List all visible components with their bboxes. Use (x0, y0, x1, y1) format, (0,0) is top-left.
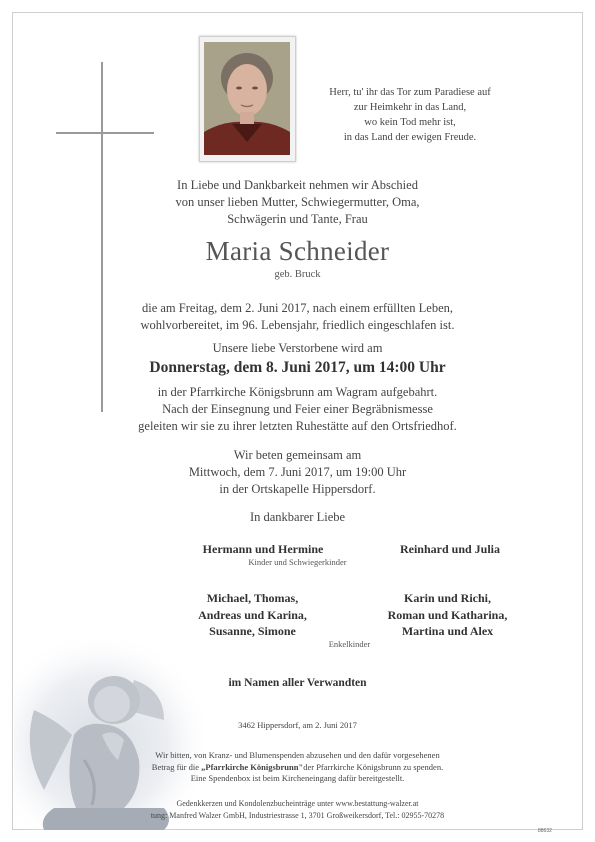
footer-line: Gedenkkerzen und Kondolenzbucheinträge unter www.bestattung-walzer.at (176, 799, 419, 808)
maiden-name: geb. Bruck (274, 269, 321, 280)
funeral-date: Donnerstag, dem 8. Juni 2017, um 14:00 Uhr (149, 359, 446, 376)
donation-text: Betrag für die (151, 761, 202, 772)
intro-line: In Liebe und Dankbarkeit nehmen wir Abschied (177, 178, 418, 192)
grandchildren-line: Susanne, Simone (209, 624, 296, 638)
death-line: wohlvorbereitet, im 96. Lebensjahr, friedlich eingeschlafen ist. (140, 318, 455, 332)
footer-line: tung: Manfred Walzer GmbH, Industriestrasse 1, 3701 Großweikersdorf, Tel.: 02955-70278 (150, 811, 445, 820)
grandchildren-label: Enkelkinder (328, 639, 371, 649)
grandchildren-line: Karin und Richi, (403, 591, 492, 605)
prayer-line: Mittwoch, dem 7. Juni 2017, um 19:00 Uhr (188, 465, 407, 479)
funeral-line: Nach der Einsegnung und Feier einer Begräbnismesse (162, 402, 433, 416)
donation-line (0, 762, 595, 774)
intro-line: Schwägerin und Tante, Frau (227, 212, 368, 226)
children-right: Reinhard und Julia (399, 542, 501, 556)
behalf-line: im Namen aller Verwandten (228, 677, 367, 689)
death-notice (0, 300, 595, 334)
funeral-line: geleiten wir sie zu ihrer letzten Ruhestätte auf den Ortsfriedhof. (138, 419, 457, 433)
donation-request (0, 750, 595, 785)
funeral-intro: Unsere liebe Verstorbene wird am (212, 341, 383, 355)
funeral-details (0, 384, 595, 435)
deceased-name: Maria Schneider (205, 236, 390, 266)
intro-line: von unser lieben Mutter, Schwiegermutter, Oma, (175, 195, 420, 209)
funeral-line: in der Pfarrkirche Königsbrunn am Wagram aufgebahrt. (157, 385, 438, 399)
portrait-photo-frame (199, 36, 296, 162)
prayer-notice (0, 447, 595, 498)
grandchildren-right (365, 590, 530, 640)
donation-line: Wir bitten, von Kranz- und Blumenspenden abzusehen und den dafür vorgesehenen (155, 750, 440, 760)
children-left: Hermann und Hermine (202, 542, 324, 556)
document-code: 88632 (538, 828, 552, 834)
prayer-line: in der Ortskapelle Hippersdorf. (219, 482, 376, 496)
footer (0, 798, 595, 822)
death-line: die am Freitag, dem 2. Juni 2017, nach einem erfüllten Leben, (141, 301, 454, 315)
portrait-photo (204, 42, 290, 155)
verse-block (320, 85, 500, 145)
love-line: In dankbarer Liebe (249, 510, 346, 524)
grandchildren-left (170, 590, 335, 640)
verse-line: wo kein Tod mehr ist, (364, 117, 456, 128)
grandchildren-line: Martina und Alex (401, 624, 494, 638)
cross-horizontal-bar (56, 132, 154, 134)
donation-church-name: „Pfarrkirche Königsbrunn" (201, 761, 304, 772)
donation-text: der Pfarrkirche Königsbrunn zu spenden. (303, 761, 444, 772)
children-label: Kinder und Schwiegerkinder (248, 557, 347, 567)
grandchildren-line: Roman und Katharina, (387, 607, 508, 622)
prayer-line: Wir beten gemeinsam am (233, 448, 362, 462)
verse-line: zur Heimkehr in das Land, (353, 102, 467, 113)
verse-line: in das Land der ewigen Freude. (343, 132, 477, 143)
donation-line: Eine Spendenbox ist beim Kircheneingang dafür bereitgestellt. (190, 773, 405, 783)
grandchildren-line: Andreas und Karina, (198, 607, 307, 622)
grandchildren-line: Michael, Thomas, (206, 591, 299, 605)
verse-line: Herr, tu' ihr das Tor zum Paradiese auf (329, 87, 491, 98)
place-date: 3462 Hippersdorf, am 2. Juni 2017 (238, 720, 357, 730)
intro-text (0, 177, 595, 228)
